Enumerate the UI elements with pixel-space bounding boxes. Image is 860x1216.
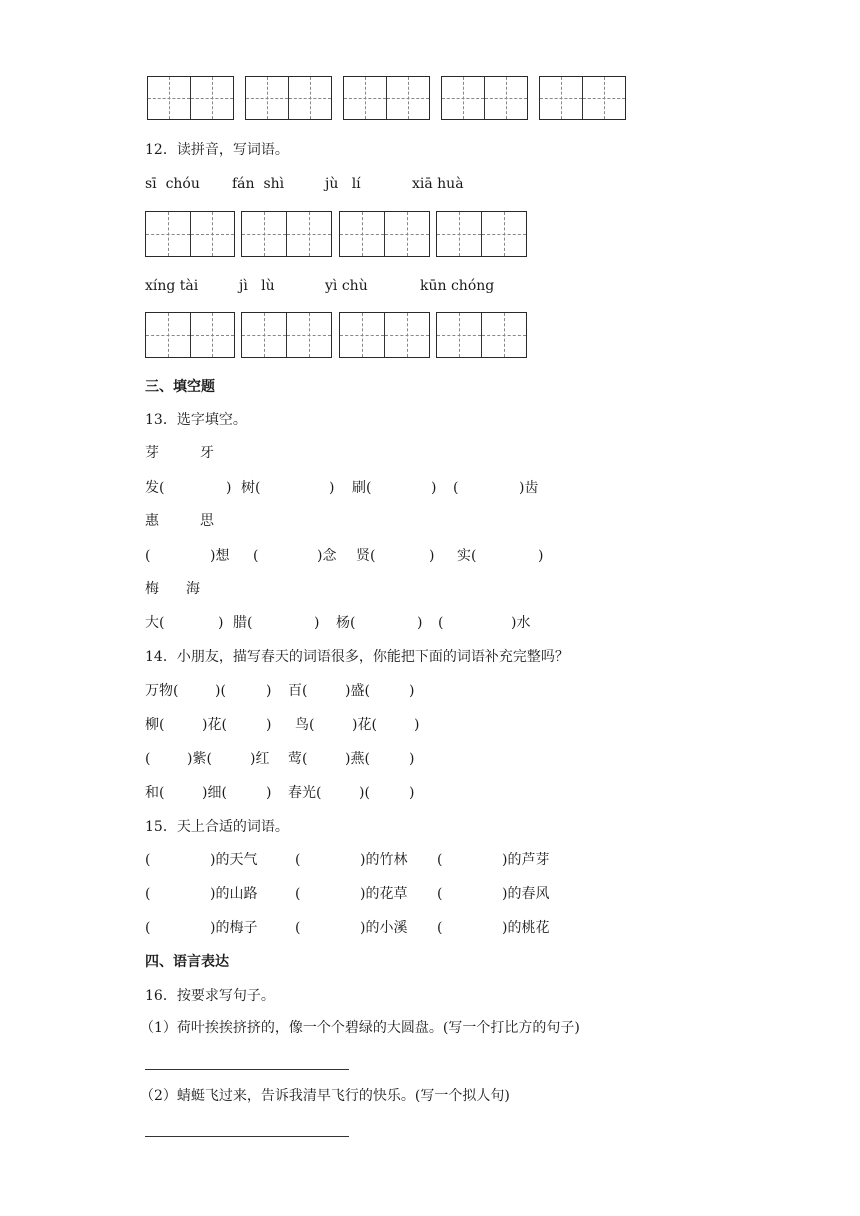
fill-text: 春光(: [288, 785, 322, 801]
fill-text: )细(: [202, 785, 227, 801]
fill-text: )花(: [352, 717, 377, 733]
fill-text: 大(: [145, 615, 165, 631]
fill-text: )盛(: [345, 683, 370, 699]
fill-text: 实(: [457, 548, 477, 564]
fill-text: 莺(: [288, 751, 308, 767]
fill-text: 刷(: [352, 480, 372, 496]
fill-text: 树(: [241, 480, 261, 496]
fill-text: )齿: [519, 480, 539, 496]
question-13-title: 13．选字填空。: [145, 412, 247, 428]
fill-text: (: [145, 548, 151, 564]
sentence-prompt-1: （1）荷叶挨挨挤挤的，像一个个碧绿的大圆盘。(写一个打比方的句子): [140, 1020, 580, 1036]
pinyin: xiā huà: [412, 176, 464, 192]
fill-text: (: [437, 920, 443, 936]
fill-text: 万物(: [145, 683, 179, 699]
pinyin: yì chù: [325, 278, 368, 294]
fill-text: 杨(: [336, 615, 356, 631]
fill-text: )紫(: [187, 751, 212, 767]
fill-text: (: [437, 852, 443, 868]
choice-char: 芽: [145, 445, 159, 461]
sentence-prompt-2: （2）蜻蜓飞过来，告诉我清早飞行的快乐。(写一个拟人句): [140, 1088, 510, 1104]
pinyin: jì lù: [239, 278, 275, 294]
writing-box[interactable]: [339, 312, 430, 358]
fill-text: )红: [250, 751, 270, 767]
choice-char: 海: [186, 581, 200, 597]
fill-text: ): [266, 717, 272, 733]
fill-text: 腊(: [233, 615, 253, 631]
fill-text: )(: [359, 785, 370, 801]
fill-text: ): [429, 548, 435, 564]
fill-text: ): [409, 785, 415, 801]
fill-text: ): [431, 480, 437, 496]
fill-text: )花(: [202, 717, 227, 733]
fill-text: 贤(: [356, 548, 376, 564]
fill-text: (: [145, 852, 151, 868]
fill-text: )想: [210, 548, 230, 564]
fill-text: ): [409, 683, 415, 699]
fill-text: (: [145, 751, 151, 767]
pinyin: jù lí: [325, 176, 361, 192]
fill-text: (: [453, 480, 459, 496]
fill-text: ): [314, 615, 320, 631]
answer-line-2[interactable]: [145, 1136, 349, 1137]
pinyin: xíng tài: [145, 278, 199, 294]
fill-text: ): [266, 785, 272, 801]
writing-box[interactable]: [241, 312, 332, 358]
question-16-title: 16．按要求写句子。: [145, 988, 275, 1004]
fill-text: )的芦芽: [502, 852, 550, 868]
fill-text: (: [295, 920, 301, 936]
fill-text: )的小溪: [360, 920, 408, 936]
pinyin: kūn chóng: [420, 278, 495, 294]
fill-text: )的梅子: [210, 920, 258, 936]
writing-box[interactable]: [241, 211, 332, 257]
fill-text: (: [295, 886, 301, 902]
fill-text: (: [145, 886, 151, 902]
fill-text: ): [266, 683, 272, 699]
fill-text: ): [409, 751, 415, 767]
fill-text: 柳(: [145, 717, 165, 733]
writing-box[interactable]: [339, 211, 430, 257]
writing-box[interactable]: [436, 312, 527, 358]
fill-text: (: [437, 886, 443, 902]
writing-box[interactable]: [147, 76, 234, 120]
section-heading: 三、填空题: [145, 379, 215, 395]
choice-char: 牙: [200, 445, 214, 461]
fill-text: ): [538, 548, 544, 564]
fill-text: (: [253, 548, 259, 564]
fill-text: )的花草: [360, 886, 408, 902]
fill-text: )的山路: [210, 886, 258, 902]
fill-text: )水: [511, 615, 531, 631]
fill-text: 鸟(: [295, 717, 315, 733]
pinyin: sī chóu: [145, 176, 200, 192]
writing-box[interactable]: [245, 76, 332, 120]
fill-text: )的天气: [210, 852, 258, 868]
pinyin: fán shì: [232, 176, 285, 192]
fill-text: ): [329, 480, 335, 496]
choice-char: 惠: [145, 513, 159, 529]
writing-box[interactable]: [441, 76, 528, 120]
writing-box[interactable]: [539, 76, 626, 120]
choice-char: 梅: [145, 581, 159, 597]
writing-box[interactable]: [145, 312, 235, 358]
fill-text: 发(: [145, 480, 165, 496]
fill-text: 百(: [288, 683, 308, 699]
writing-box[interactable]: [145, 211, 235, 257]
writing-box[interactable]: [436, 211, 527, 257]
fill-text: ): [226, 480, 232, 496]
question-14-title: 14．小朋友，描写春天的词语很多，你能把下面的词语补充完整吗？: [145, 649, 569, 665]
fill-text: ): [218, 615, 224, 631]
fill-text: (: [438, 615, 444, 631]
fill-text: ): [417, 615, 423, 631]
fill-text: )的桃花: [502, 920, 550, 936]
fill-text: )念: [317, 548, 337, 564]
question-15-title: 15．天上合适的词语。: [145, 819, 289, 835]
fill-text: )(: [215, 683, 226, 699]
fill-text: (: [145, 920, 151, 936]
fill-text: 和(: [145, 785, 165, 801]
choice-char: 思: [200, 513, 214, 529]
fill-text: )的春风: [502, 886, 550, 902]
fill-text: ): [414, 717, 420, 733]
fill-text: )的竹林: [360, 852, 408, 868]
section-heading: 四、语言表达: [145, 954, 229, 970]
fill-text: (: [295, 852, 301, 868]
fill-text: )燕(: [345, 751, 370, 767]
question-12-title: 12．读拼音，写词语。: [145, 142, 289, 158]
writing-box[interactable]: [343, 76, 430, 120]
answer-line-1[interactable]: [145, 1069, 349, 1070]
